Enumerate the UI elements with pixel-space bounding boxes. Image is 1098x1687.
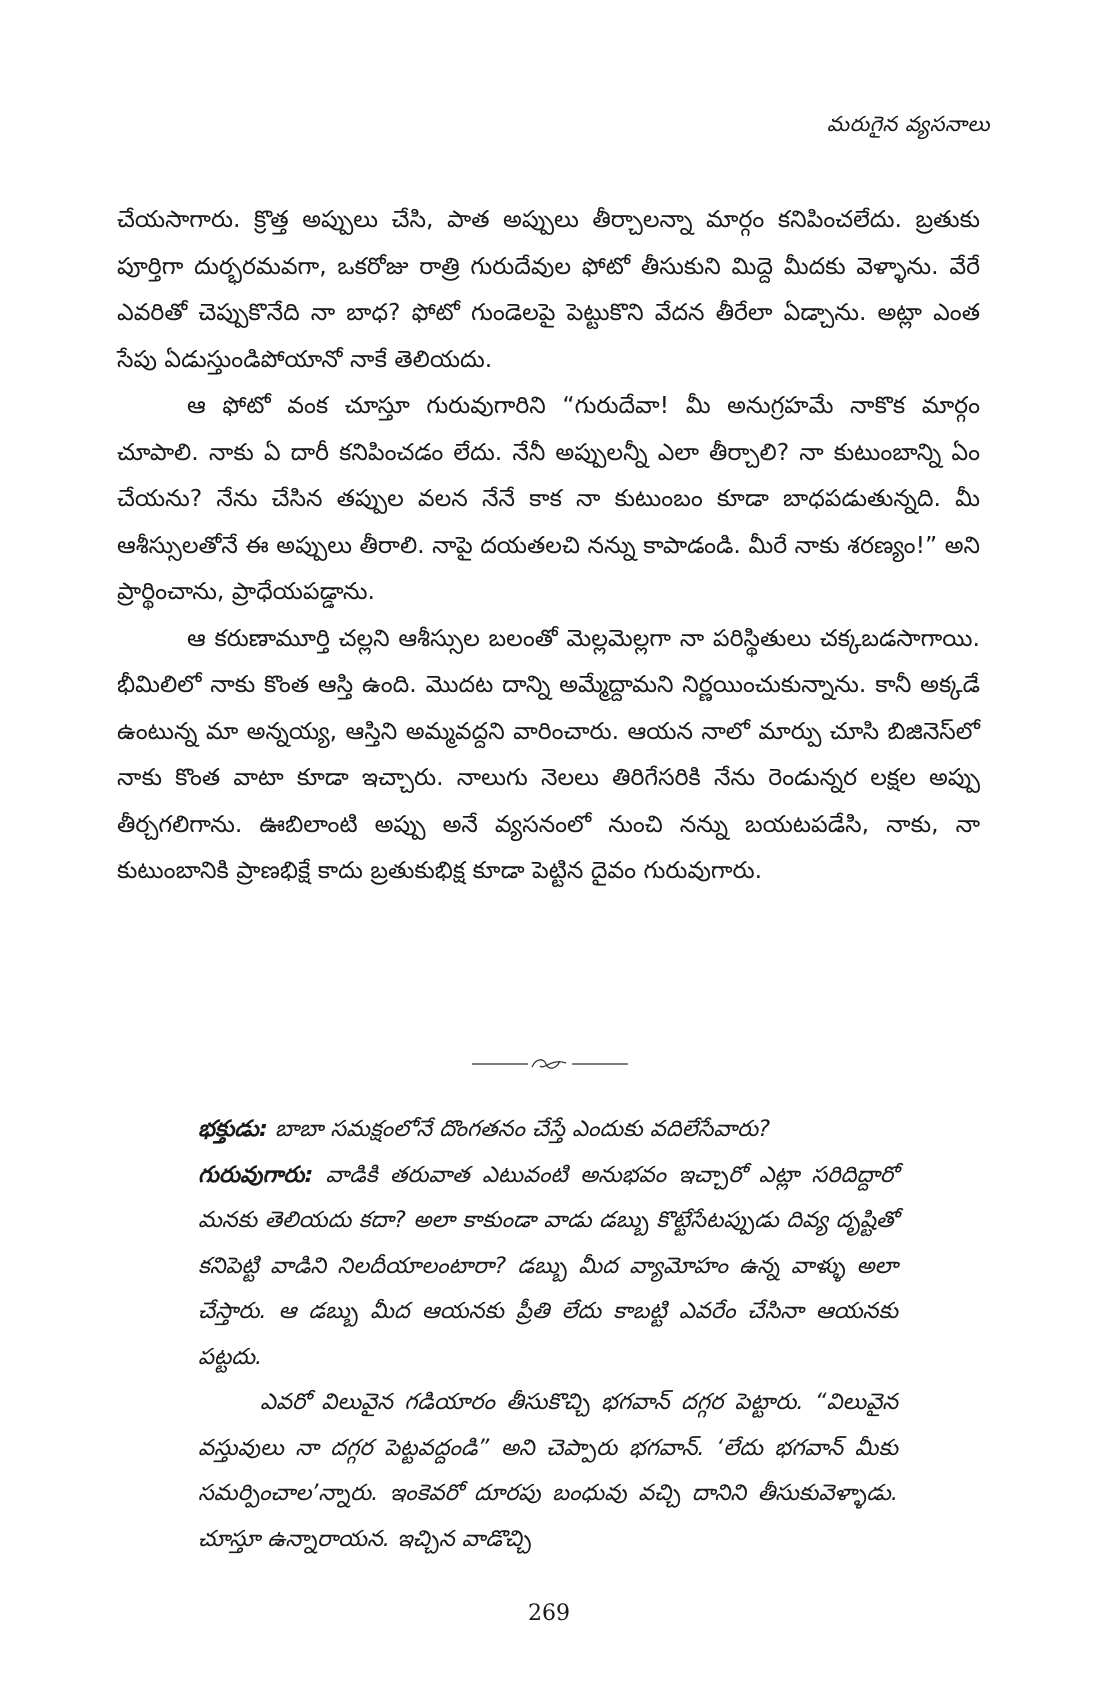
- paragraph: చేయసాగారు. క్రొత్త అప్పులు చేసి, పాత అప్పులు తీర్చాలన్నా మార్గం కనిపించలేదు. బ్రతుకు పూర్తిగా దుర్భరమవగా, ఒకరోజు రాత్రి గురుదేవుల ఫోటో తీసుకుని మిద్దె మీదకు వెళ్ళాను. వేరే ఎవరితో చెప్పుకొనేది నా బాధ? ఫోటో గుండెలపై పెట్టుకొని వేదన తీరేలా ఏడ్చాను. అట్లా ఎంత సేపు ఏడుస్తుండిపోయానో నాకే తెలియదు.: [117, 205, 980, 373]
- answer-text: వాడికి తరువాత ఎటువంటి అనుభవం ఇచ్చారో ఎట్లా సరిదిద్దారో మనకు తెలియదు కదా? అలా కాకుండా వాడు డబ్బు కొట్టేసేటప్పుడు దివ్య దృష్టితో కనిపెట్టి వాడిని నిలదీయాలంటారా? డబ్బు మీద వ్యామోహం ఉన్న వాళ్ళు అలా చేస్తారు. ఆ డబ్బు మీద ఆయనకు ప్రీతి లేదు కాబట్టి ఎవరేం చేసినా ఆయనకు పట్టదు.: [198, 1161, 898, 1370]
- answer: [198, 1153, 898, 1381]
- question-text: బాబా సమక్షంలోనే దొంగతనం చేస్తే ఎందుకు వదిలేసేవారు?: [267, 1116, 771, 1142]
- speaker-label: గురువుగారు:: [198, 1161, 314, 1188]
- dialogue-section: [198, 1107, 898, 1562]
- flourish-divider-icon: [470, 1052, 630, 1076]
- running-header: మరుగైన వ్యసనాలు: [826, 112, 990, 136]
- paragraph: ఆ కరుణామూర్తి చల్లని ఆశీస్సుల బలంతో మెల్లమెల్లగా నా పరిస్థితులు చక్కబడసాగాయి. భీమిలిలో నాకు కొంత ఆస్తి ఉంది. మొదట దాన్ని అమ్మేద్దామని నిర్ణయించుకున్నాను. కానీ అక్కడే ఉంటున్న మా అన్నయ్య, ఆస్తిని అమ్మవద్దని వారించారు. ఆయన నాలో మార్పు చూసి బిజినెస్‌లో నాకు కొంత వాటా కూడా ఇచ్చారు. నాలుగు నెలలు తిరిగేసరికి నేను రెండున్నర లక్షల అప్పు తీర్చగలిగాను. ఊబిలాంటి అప్పు అనే వ్యసనంలో నుంచి నన్ను బయటపడేసి, నాకు, నా కుటుంబానికి ప్రాణభిక్షే కాదు బ్రతుకుభిక్ష కూడా పెట్టిన దైవం గురువుగారు.: [117, 623, 980, 884]
- paragraph: ఎవరో విలువైన గడియారం తీసుకొచ్చి భగవాన్ దగ్గర పెట్టారు. “విలువైన వస్తువులు నా దగ్గర పెట్టవద్దండి” అని చెప్పారు భగవాన్. ‘లేదు భగవాన్ మీకు సమర్పించాల’న్నారు. ఇంకెవరో దూరపు బంధువు వచ్చి దానిని తీసుకువెళ్ళాడు. చూస్తూ ఉన్నారాయన. ఇచ్చిన వాడొచ్చి: [198, 1389, 898, 1552]
- paragraph: ఆ ఫోటో వంక చూస్తూ గురువుగారిని “గురుదేవా! మీ అనుగ్రహమే నాకొక మార్గం చూపాలి. నాకు ఏ దారీ కనిపించడం లేదు. నేనీ అప్పులన్నీ ఎలా తీర్చాలి? నా కుటుంబాన్ని ఏం చేయను? నేను చేసిన తప్పుల వలన నేనే కాక నా కుటుంబం కూడా బాధపడుతున్నది. మీ ఆశీస్సులతోనే ఈ అప్పులు తీరాలి. నాపై దయతలచి నన్ను కాపాడండి. మీరే నాకు శరణ్యం!” అని ప్రార్థించాను, ప్రాధేయపడ్డాను.: [117, 391, 980, 605]
- main-text: [117, 196, 980, 894]
- speaker-label: భక్తుడు:: [198, 1116, 268, 1142]
- page-number: 269: [528, 1601, 570, 1626]
- question: [198, 1107, 898, 1153]
